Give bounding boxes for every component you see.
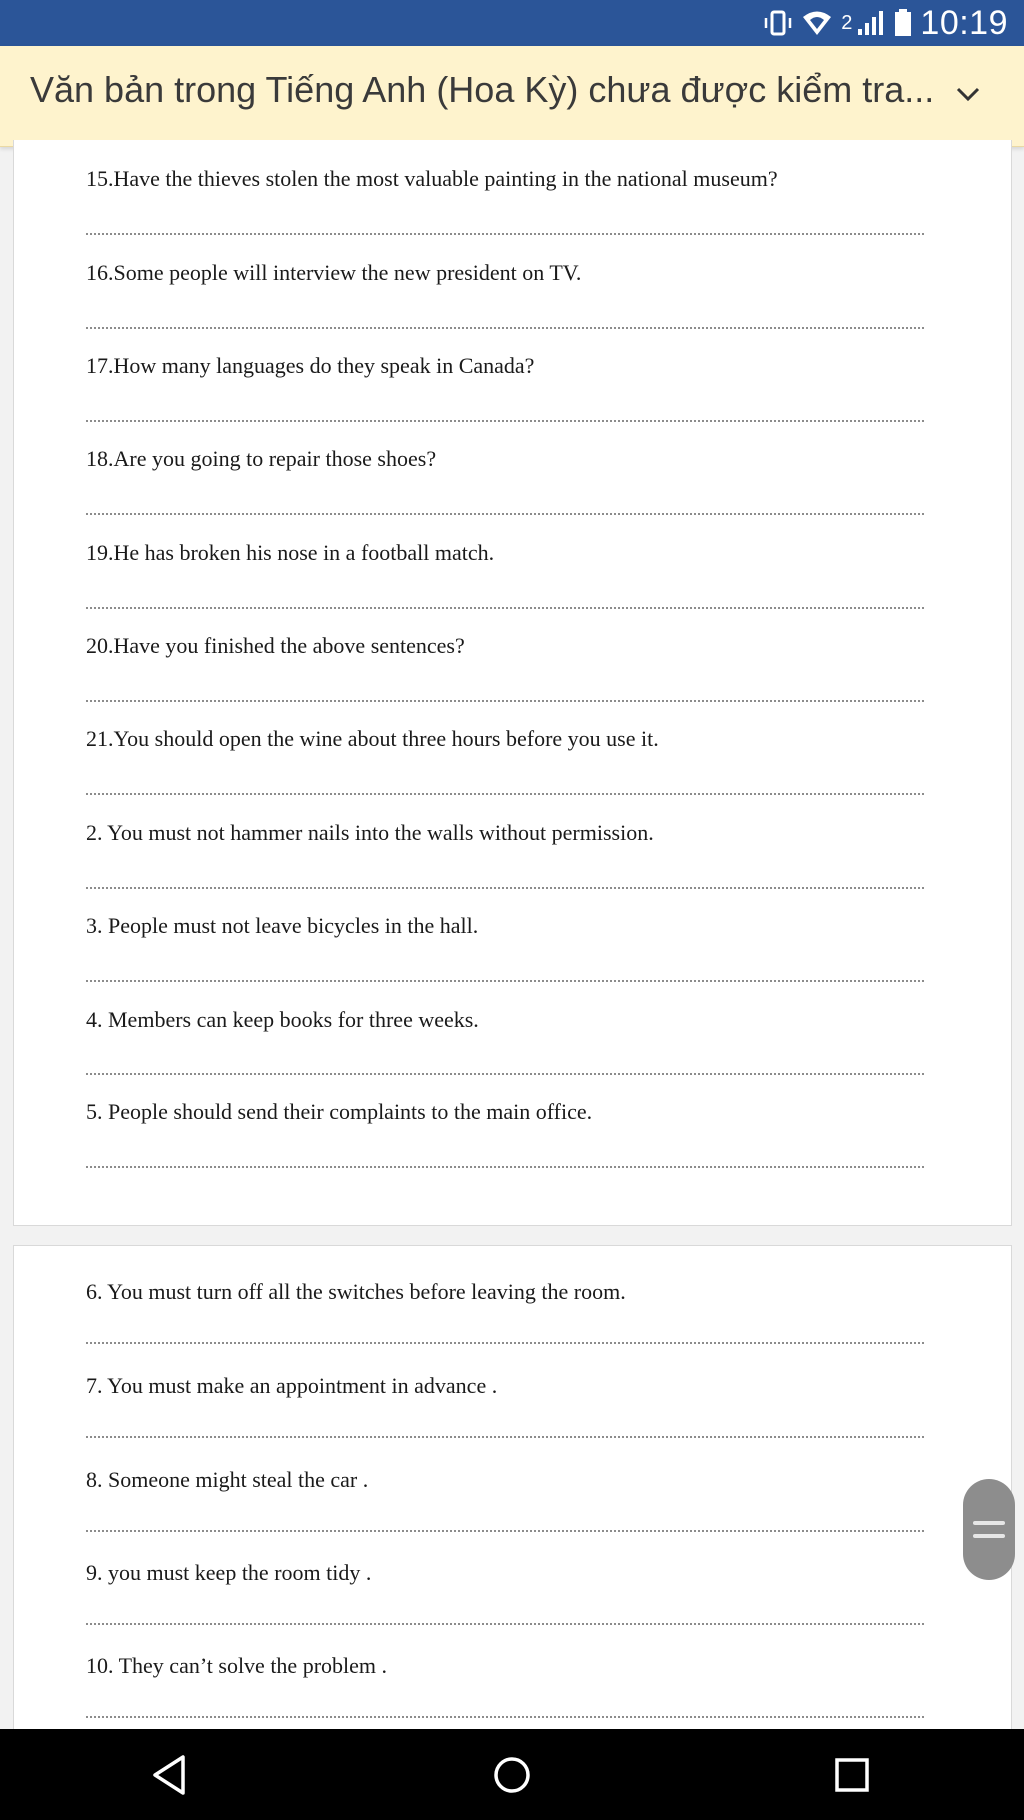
clock: 10:19	[920, 3, 1008, 42]
back-icon[interactable]	[145, 1749, 197, 1801]
grip-line	[973, 1534, 1005, 1538]
question-2: 2. You must not hammer nails into the walls without permission.	[86, 820, 654, 845]
question-3: 3. People must not leave bicycles in the hall.	[86, 913, 479, 938]
question-18: 18.Are you going to repair those shoes?	[86, 446, 437, 471]
question-19: 19.He has broken his nose in a football match.	[86, 540, 495, 565]
question-7: 7. You must make an appointment in advance .	[86, 1373, 498, 1398]
document-page-1	[13, 140, 1012, 1226]
question-17: 17.How many languages do they speak in Canada?	[86, 353, 535, 378]
grip-line	[973, 1521, 1005, 1525]
answer-line	[86, 1530, 924, 1532]
status-icons	[763, 0, 1008, 46]
question-5: 5. People should send their complaints to the main office.	[86, 1099, 593, 1124]
question-8: 8. Someone might steal the car .	[86, 1467, 369, 1492]
signal-icon	[856, 9, 886, 37]
banner-message: Văn bản trong Tiếng Anh (Hoa Kỳ) chưa được kiểm tra...	[30, 69, 935, 110]
answer-line	[86, 327, 924, 329]
answer-line	[86, 887, 924, 889]
recents-icon[interactable]	[826, 1749, 878, 1801]
answer-line	[86, 513, 924, 515]
answer-line	[86, 1342, 924, 1344]
question-9: 9. you must keep the room tidy .	[86, 1560, 372, 1585]
home-icon[interactable]	[486, 1749, 538, 1801]
question-21: 21.You should open the wine about three hours before you use it.	[86, 726, 659, 751]
wifi-icon	[801, 8, 833, 38]
question-10: 10. They can’t solve the problem .	[86, 1653, 388, 1678]
answer-line	[86, 420, 924, 422]
answer-line	[86, 793, 924, 795]
document-page-2	[13, 1245, 1012, 1746]
answer-line	[86, 1716, 924, 1718]
chevron-down-icon[interactable]	[948, 74, 988, 114]
question-15: 15.Have the thieves stolen the most valuable painting in the national museum?	[86, 166, 778, 191]
answer-line	[86, 700, 924, 702]
question-4: 4. Members can keep books for three weeks.	[86, 1007, 479, 1032]
status-bar	[0, 0, 1024, 46]
answer-line	[86, 1073, 924, 1075]
proofing-banner[interactable]	[0, 46, 1024, 147]
answer-line	[86, 980, 924, 982]
vibrate-icon	[763, 8, 793, 38]
answer-line	[86, 233, 924, 235]
answer-line	[86, 1436, 924, 1438]
question-6: 6. You must turn off all the switches before leaving the room.	[86, 1279, 626, 1304]
answer-line	[86, 607, 924, 609]
navigation-bar	[0, 1729, 1024, 1820]
battery-icon	[894, 8, 912, 38]
answer-line	[86, 1623, 924, 1625]
answer-line	[86, 1166, 924, 1168]
scroll-handle[interactable]	[963, 1479, 1015, 1580]
question-16: 16.Some people will interview the new president on TV.	[86, 260, 582, 285]
question-20: 20.Have you finished the above sentences?	[86, 633, 465, 658]
sim-label: 2	[841, 11, 853, 34]
